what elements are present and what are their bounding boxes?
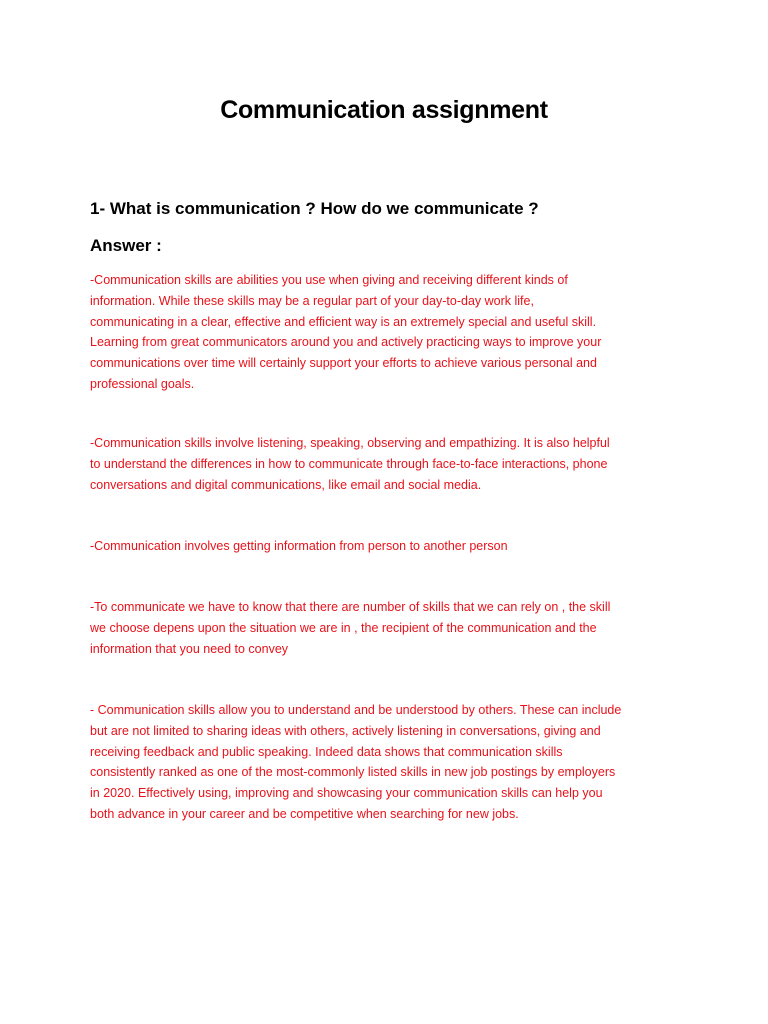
answer-paragraph-4 <box>90 597 690 659</box>
paragraph-line: conversations and digital communications, like email and social media. <box>90 477 482 492</box>
answer-paragraph-2 <box>90 433 690 495</box>
answer-paragraph-1 <box>90 270 690 395</box>
answer-paragraph-3 <box>90 536 690 557</box>
paragraph-line: information that you need to convey <box>90 641 289 656</box>
paragraph-line: receiving feedback and public speaking. Indeed data shows that communication skills <box>90 744 563 759</box>
paragraph-line: we choose depens upon the situation we are in , the recipient of the communication and the <box>90 620 597 635</box>
paragraph-line: -Communication skills involve listening, speaking, observing and empathizing. It is also helpful <box>90 436 610 450</box>
paragraph-line: but are not limited to sharing ideas with others, actively listening in conversations, giving and <box>90 723 601 738</box>
paragraph-line: - Communication skills allow you to understand and be understood by others. These can include <box>90 703 622 717</box>
paragraph-line: to understand the differences in how to communicate through face-to-face interactions, phone <box>90 456 608 471</box>
paragraph-line: -Communication skills are abilities you use when giving and receiving different kinds of <box>90 273 568 287</box>
paragraph-line: both advance in your career and be competitive when searching for new jobs. <box>90 806 519 821</box>
paragraph-line: professional goals. <box>90 376 195 391</box>
question-heading: 1- What is communication ? How do we communicate ? <box>90 199 539 218</box>
answer-label: Answer : <box>90 236 162 255</box>
paragraph-line: consistently ranked as one of the most-commonly listed skills in new job postings by employers <box>90 765 616 780</box>
answer-paragraph-5 <box>90 700 690 825</box>
paragraph-line: in 2020. Effectively using, improving and showcasing your communication skills can help you <box>90 786 603 801</box>
paragraph-line: communicating in a clear, effective and efficient way is an extremely special and useful skill. <box>90 314 597 329</box>
paragraph-line: -Communication involves getting information from person to another person <box>90 539 508 553</box>
paragraph-line: -To communicate we have to know that there are number of skills that we can rely on , the skill <box>90 600 611 614</box>
paragraph-line: communications over time will certainly support your efforts to achieve various personal and <box>90 356 597 371</box>
paragraph-line: information. While these skills may be a regular part of your day-to-day work life, <box>90 293 534 308</box>
page-title: Communication assignment <box>220 96 548 124</box>
paragraph-line: Learning from great communicators around you and actively practicing ways to improve your <box>90 335 602 350</box>
